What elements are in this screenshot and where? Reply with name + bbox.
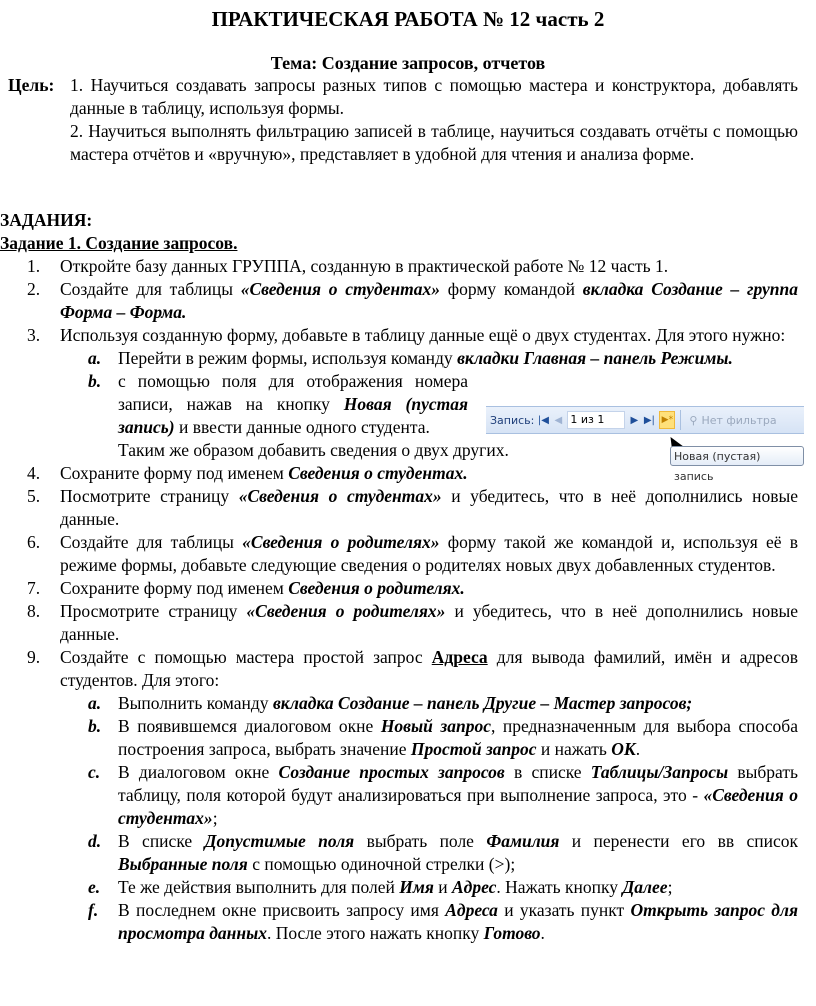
topic-heading: Тема: Создание запросов, отчетов [270,53,546,73]
prev-record-icon[interactable]: ◀ [554,414,563,426]
item-number: 4. [27,463,41,483]
sub-letter: e. [88,877,101,897]
item-number: 3. [27,325,41,345]
emphasis: Адрес [451,877,497,897]
goal-paragraph-1: 1. Научиться создавать запросы разных типов с помощью мастера и конструктора, добавлять данные в таблицу, используя формы. [70,75,798,118]
item-text: Перейти в режим формы, используя команду [118,348,458,368]
item-text: Откройте базу данных ГРУППА, созданную в практической работе № 12 часть 1. [60,256,669,276]
item-text: и ввести данные одного студента. [174,417,430,437]
item-text: Посмотрите страницу [60,486,239,506]
item-text: В последнем окне присвоить запросу имя [118,900,446,920]
emphasis: Простой запрос [410,739,537,759]
sub-letter: b. [88,716,102,736]
sub-item [0,830,798,876]
sub-letter: d. [88,831,102,851]
item-text: Создайте для таблицы [60,532,243,552]
item-text: и перенести его вв список [559,831,798,851]
sub-item [0,347,798,370]
query-name-underlined: Адреса [431,647,488,667]
item-text: . [540,923,545,943]
sub-item [0,899,798,945]
task1-heading: Задание 1. Создание запросов. [0,233,238,253]
item-text: , предназначенным для выбора способа построения запроса, выбрать значение [118,716,798,759]
filter-icon: ⚲ [689,413,698,427]
item-text: и нажать [536,739,612,759]
record-label: Запись: [490,413,535,427]
item-text: Те же действия выполнить для полей [118,877,400,897]
item-text: В появившемся диалоговом окне [118,716,381,736]
emphasis: вкладка Создание – панель Другие – Мастер запросов; [272,693,693,713]
item-number: 1. [27,256,41,276]
record-number-field[interactable]: 1 из 1 [567,411,625,429]
item-text: выбрать поле [354,831,487,851]
goal-label: Цель: [8,75,55,95]
list-item [0,646,798,692]
item-text: и убедитесь, что в неё дополнились новые данные. [60,601,798,644]
emphasis: «Сведения о студентах» [118,785,798,828]
item-text: для вывода фамилий, имён и адресов студентов. Для этого: [60,647,798,690]
item-text: В списке [118,831,205,851]
list-item [0,531,798,577]
sub-letter: a. [88,348,102,368]
item-text: Просмотрите страницу [60,601,247,621]
item-text: форму командой [439,279,583,299]
item-text: . Нажать кнопку [496,877,623,897]
item-text: Сохраните форму под именем [60,578,289,598]
item-text: и убедитесь, что в неё дополнились новые данные. [60,486,798,529]
list-item [0,278,798,324]
emphasis: Новый запрос [380,716,491,736]
emphasis: «Сведения о студентах» [238,486,442,506]
emphasis: «Сведения о родителях» [242,532,440,552]
tasks-heading: ЗАДАНИЯ: [0,210,93,230]
emphasis: Таблицы/Запросы [590,762,729,782]
item-text: с помощью поля для отображения номера записи, нажав на кнопку [118,371,468,414]
item-text: . [635,739,641,759]
item-text: и указать пункт [497,900,631,920]
emphasis: Готово [483,923,541,943]
emphasis: Сведения о родителях. [288,578,465,598]
sub-item [0,692,798,715]
item-text: форму такой же командой и, используя её в режиме формы, добавьте следующие сведения о родителях новых двух добавленных студентов. [60,532,798,575]
emphasis: «Сведения о студентах» [240,279,440,299]
emphasis: Создание простых запросов [278,762,505,782]
tooltip: Новая (пустая) запись [670,446,804,466]
item-text: ; [667,877,673,897]
emphasis: Новая (пустая запись) [118,394,468,437]
item-text: . После этого нажать кнопку [266,923,484,943]
emphasis: Далее [622,877,668,897]
emphasis: Выбранные поля [118,854,248,874]
item-number: 5. [27,486,41,506]
list-item [0,324,798,347]
item-text: Выполнить команду [118,693,273,713]
new-record-icon[interactable]: ▶* [659,411,675,429]
item-text: в списке [504,762,591,782]
item-text: Сохраните форму под именем [60,463,289,483]
list-item [0,577,798,600]
sub-letter: a. [88,693,102,713]
list-item [0,255,798,278]
next-record-icon[interactable]: ▶ [630,414,639,426]
emphasis: Сведения о студентах. [288,463,468,483]
goal-paragraph-2: 2. Научиться выполнять фильтрацию записей в таблице, научиться создавать отчёты с помощью мастера отчётов и «вручную», представляет в удобной для чтения и анализа форме. [70,121,798,164]
sub-item [0,761,798,830]
emphasis: ОК [611,739,636,759]
item-text: В диалоговом окне [118,762,279,782]
item-number: 9. [27,647,41,667]
item-text: Используя созданную форму, добавьте в таблицу данные ещё о двух студентах. Для этого нужно: [60,325,786,345]
item-text: Создайте для таблицы [60,279,241,299]
emphasis: Адреса [445,900,498,920]
list-item [0,485,798,531]
item-text: выбрать таблицу, поля которой будут анализироваться при выполнение запроса, это - [118,762,798,805]
page-title: ПРАКТИЧЕСКАЯ РАБОТА № 12 часть 2 [211,7,605,31]
sub-item [0,876,798,899]
emphasis: Имя [399,877,434,897]
list-item [0,600,798,646]
item-number: 2. [27,279,41,299]
emphasis: вкладки Главная – панель Режимы. [457,348,733,368]
item-number: 8. [27,601,41,621]
item-text: Создайте с помощью мастера простой запрос [60,647,432,667]
emphasis: Открыть запрос для просмотра данных [118,900,798,943]
first-record-icon[interactable]: |◀ [537,414,549,426]
filter-label[interactable]: Нет фильтра [701,413,777,427]
record-navigation-bar [486,406,804,434]
task-list [0,255,798,945]
emphasis: Фамилия [486,831,560,851]
emphasis: вкладка Создание – группа Форма – Форма. [60,279,798,322]
item-text: ; [212,808,218,828]
goal-section [8,74,798,166]
sub-letter: b. [88,371,102,391]
item-number: 7. [27,578,41,598]
item-text: и [433,877,452,897]
sub-letter: c. [88,762,101,782]
toolbar-separator [680,410,681,430]
sub-item [0,715,798,761]
last-record-icon[interactable]: ▶| [643,414,655,426]
emphasis: Допустимые поля [204,831,355,851]
emphasis: «Сведения о родителях» [246,601,446,621]
item-text: Таким же образом добавить сведения о двух других. [118,440,509,460]
sub-letter: f. [88,900,99,920]
item-text: с помощью одиночной стрелки (>); [247,854,516,874]
item-number: 6. [27,532,41,552]
